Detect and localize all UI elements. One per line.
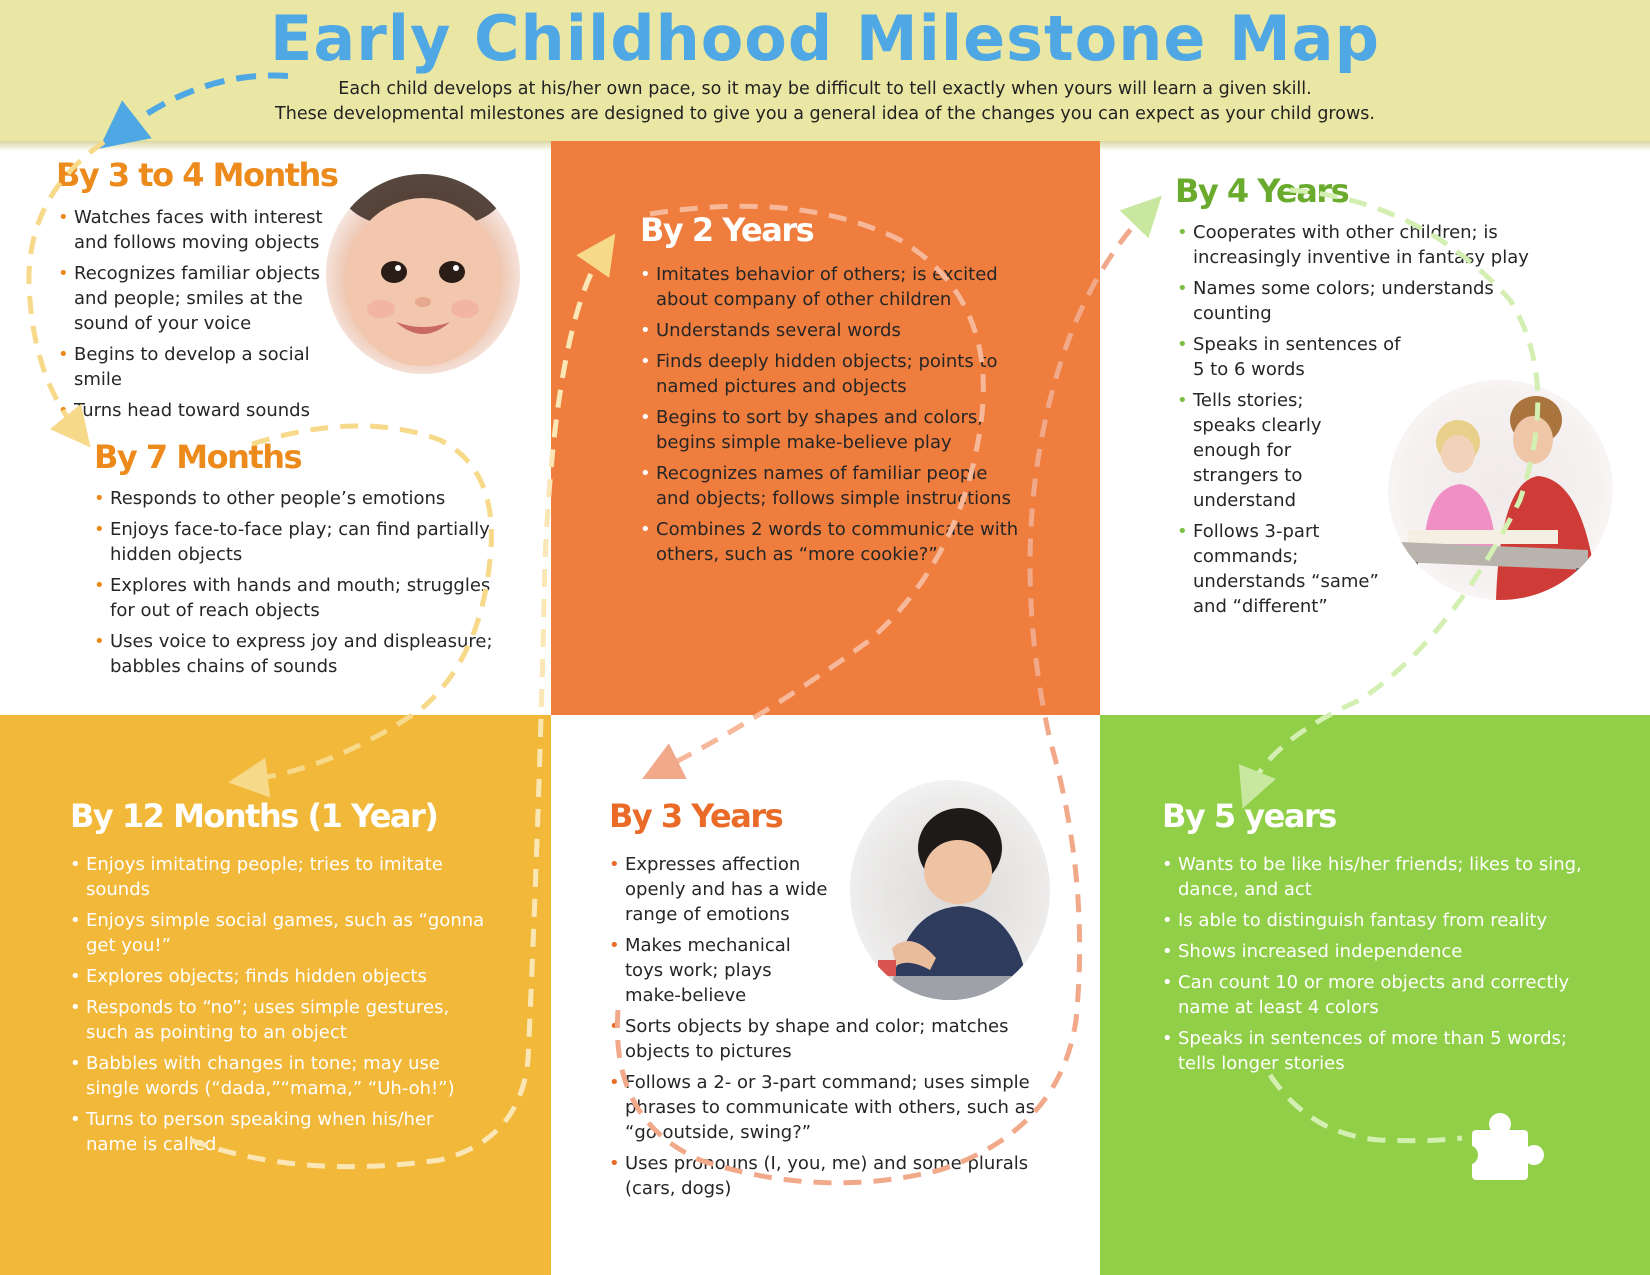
list-item: • Begins to sort by shapes and colors; begins simple make-believe play bbox=[640, 405, 1020, 455]
section-5-years-list bbox=[1162, 852, 1602, 1082]
subtitle-line-1: Each child develops at his/her own pace, so it may be difficult to tell exactly when yours will learn a given skill. bbox=[338, 79, 1312, 99]
list-item: • Enjoys imitating people; tries to imitate sounds bbox=[70, 852, 490, 902]
list-item: • Cooperates with other children; is increasingly inventive in fantasy play bbox=[1177, 220, 1547, 270]
section-5-years-title: By 5 years bbox=[1162, 797, 1336, 835]
list-item: • Turns to person speaking when his/her name is called bbox=[70, 1107, 490, 1157]
section-4-years-list-top bbox=[1177, 220, 1547, 625]
list-item: • Begins to develop a social smile bbox=[58, 342, 338, 392]
list-item: • Combines 2 words to communicate with others, such as “more cookie?” bbox=[640, 517, 1020, 567]
list-item: • Uses pronouns (I, you, me) and some plurals (cars, dogs) bbox=[609, 1151, 1049, 1201]
list-item: • Recognizes familiar objects and people; smiles at the sound of your voice bbox=[58, 261, 338, 336]
list-item: • Explores with hands and mouth; struggles for out of reach objects bbox=[94, 573, 514, 623]
list-item: • Shows increased independence bbox=[1162, 939, 1602, 964]
list-item: • Speaks in sentences of more than 5 words; tells longer stories bbox=[1162, 1026, 1602, 1076]
list-item: • Explores objects; finds hidden objects bbox=[70, 964, 490, 989]
list-item: • Watches faces with interest and follows moving objects bbox=[58, 205, 338, 255]
list-item: • Responds to other people’s emotions bbox=[94, 486, 514, 511]
list-item: • Follows a 2- or 3-part command; uses simple phrases to communicate with others, such as “go outside, swing?” bbox=[609, 1070, 1049, 1145]
subtitle-line-2: These developmental milestones are designed to give you a general idea of the changes you can expect as your child grows. bbox=[275, 104, 1375, 124]
list-item: • Turns head toward sounds bbox=[58, 398, 338, 423]
list-item: • Uses voice to express joy and displeasure; babbles chains of sounds bbox=[94, 629, 514, 679]
section-7-months-list bbox=[94, 486, 514, 685]
section-2-years-title: By 2 Years bbox=[640, 211, 814, 249]
page-title: Early Childhood Milestone Map bbox=[270, 2, 1380, 75]
section-3-4-months-list bbox=[58, 205, 338, 429]
list-item: • Wants to be like his/her friends; likes to sing, dance, and act bbox=[1162, 852, 1602, 902]
header-band bbox=[0, 0, 1650, 141]
list-item: • Understands several words bbox=[640, 318, 1020, 343]
section-3-4-months-title: By 3 to 4 Months bbox=[56, 156, 338, 194]
list-item: • Speaks in sentences of 5 to 6 words bbox=[1177, 332, 1413, 382]
list-item: • Finds deeply hidden objects; points to named pictures and objects bbox=[640, 349, 1020, 399]
section-4-years-title: By 4 Years bbox=[1175, 172, 1349, 210]
list-item: • Makes mechanical toys work; plays make-believe bbox=[609, 933, 815, 1008]
section-7-months-title: By 7 Months bbox=[94, 438, 302, 476]
list-item: • Follows 3-part commands; understands “same” and “different” bbox=[1177, 519, 1403, 619]
section-12-months-title: By 12 Months (1 Year) bbox=[70, 797, 438, 835]
section-3-years-title: By 3 Years bbox=[609, 797, 783, 835]
list-item: • Sorts objects by shape and color; matches objects to pictures bbox=[609, 1014, 1049, 1064]
section-2-years-list bbox=[640, 262, 1020, 573]
list-item: • Babbles with changes in tone; may use single words (“dada,”“mama,” “Uh-oh!”) bbox=[70, 1051, 490, 1101]
section-3-years-list bbox=[609, 852, 1049, 1207]
list-item: • Enjoys face-to-face play; can find partially hidden objects bbox=[94, 517, 514, 567]
list-item: • Enjoys simple social games, such as “gonna get you!” bbox=[70, 908, 490, 958]
list-item: • Names some colors; understands counting bbox=[1177, 276, 1547, 326]
list-item: • Can count 10 or more objects and correctly name at least 4 colors bbox=[1162, 970, 1602, 1020]
baby-photo bbox=[326, 174, 520, 374]
list-item: • Is able to distinguish fantasy from reality bbox=[1162, 908, 1602, 933]
list-item: • Responds to “no”; uses simple gestures, such as pointing to an object bbox=[70, 995, 490, 1045]
section-12-months-list bbox=[70, 852, 490, 1163]
list-item: • Tells stories; speaks clearly enough for strangers to understand bbox=[1177, 388, 1343, 513]
list-item: • Recognizes names of familiar people and objects; follows simple instructions bbox=[640, 461, 1020, 511]
list-item: • Expresses affection openly and has a wide range of emotions bbox=[609, 852, 845, 927]
list-item: • Imitates behavior of others; is excited about company of other children bbox=[640, 262, 1020, 312]
